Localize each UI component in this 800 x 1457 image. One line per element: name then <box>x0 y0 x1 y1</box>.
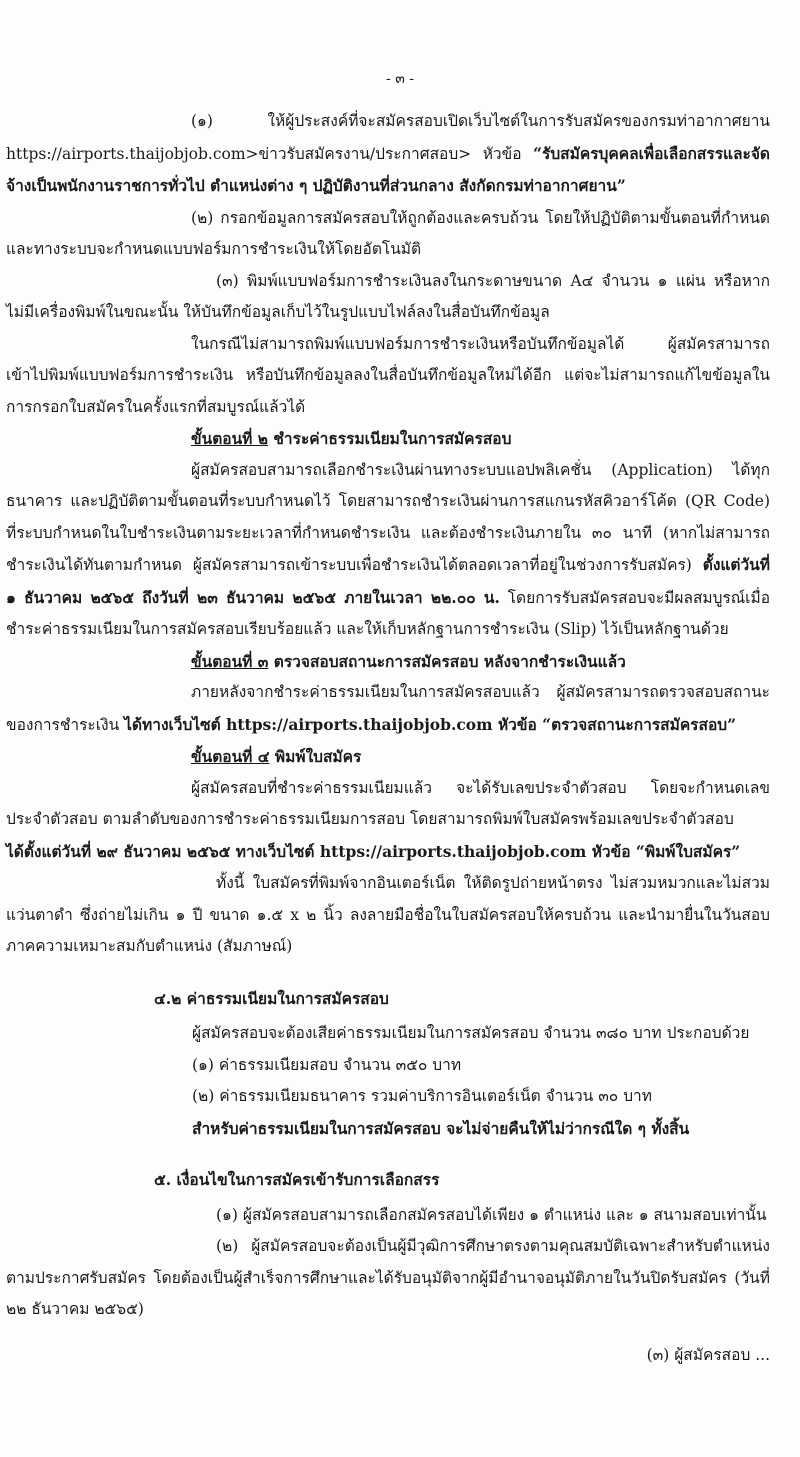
bold-text: ได้ตั้งแต่วันที่ ๒๙ ธันวาคม ๒๕๖๕ ทางเว็บไซต์ https://airports.thaijobjob.com หัวข้อ “พิมพ์ใบสมัคร” <box>6 841 741 861</box>
step-label: ขั้นตอนที่ ๔ <box>191 747 270 766</box>
paragraph-step1-item2: (๒) กรอกข้อมูลการสมัครสอบให้ถูกต้องและครบถ้วน โดยให้ปฏิบัติตามขั้นตอนที่กำหนด และทางระบบจะกำหนดแบบฟอร์มการชำระเงินให้โดยอัตโนมัติ <box>6 208 770 258</box>
paragraph-step1-item1 <box>6 106 770 203</box>
step-label: ขั้นตอนที่ ๓ <box>191 651 269 671</box>
section5-item1: (๑) ผู้สมัครสอบสามารถเลือกสมัครสอบได้เพียง ๑ ตำแหน่ง และ ๑ สนามสอบเท่านั้น <box>216 1205 767 1224</box>
spacer <box>6 1144 770 1154</box>
bold-text: “รับสมัครบุคคลเพื่อเลือกสรรและจัดจ้างเป็นพนักงานราชการทั่วไป ตำแหน่งต่าง ๆ ปฏิบัติงานที่ส่วนกลาง สังกัดกรมท่าอากาศยาน” <box>6 143 770 195</box>
fee-item-bank: (๒) ค่าธรรมเนียมธนาคาร รวมค่าบริการอินเตอร์เน็ต จำนวน ๓๐ บาท <box>192 1087 652 1105</box>
step4-heading <box>6 741 770 773</box>
bold-text: ตั้งแต่วันที่ ๑ ธันวาคม ๒๕๖๕ ถึงวันที่ ๒๓ ธันวาคม ๒๕๖๕ ภายในเวลา ๒๒.๐๐ น. <box>6 555 770 607</box>
step-label: ขั้นตอนที่ ๒ <box>191 429 268 448</box>
text: ภายหลังจากชำระค่าธรรมเนียมในการสมัครสอบแล้ว ผู้สมัครสามารถตรวจสอบสถานะของการชำระเงิน <box>6 683 770 734</box>
step-title: พิมพ์ใบสมัคร <box>269 747 362 766</box>
text: (๑) ให้ผู้ประสงค์ที่จะสมัครสอบเปิดเว็บไซต์ในการรับสมัครของกรมท่าอากาศยาน https://airports.thaijobjob.com>ข่าวรับสมัครงาน/ประกาศสอบ> หัวข้อ <box>6 112 770 163</box>
fee-item-exam: (๑) ค่าธรรมเนียมสอบ จำนวน ๓๕๐ บาท <box>192 1055 462 1074</box>
paragraph-step1-item3: (๓) พิมพ์แบบฟอร์มการชำระเงินลงในกระดาษขนาด A๔ จำนวน ๑ แผ่น หรือหากไม่มีเครื่องพิมพ์ในขณะนั้น ให้บันทึกข้อมูลเก็บไว้ในรูปแบบไฟล์ลงในสื่อบันทึกข้อมูล <box>6 271 770 321</box>
text: โดยการรับสมัครสอบจะมีผลสมบูรณ์เมื่อชำระค่าธรรมเนียมในการสมัครสอบเรียบร้อยแล้ว และให้เก็บหลักฐานการชำระเงิน (Slip) ไว้เป็นหลักฐานด้วย <box>6 588 770 638</box>
step3-paragraph <box>6 677 770 741</box>
step-title: ตรวจสอบสถานะการสมัครสอบ หลังจากชำระเงินแล้ว <box>268 651 626 671</box>
step3-heading <box>6 646 770 678</box>
step-title: ชำระค่าธรรมเนียมในการสมัครสอบ <box>268 429 512 448</box>
step2-heading <box>6 423 770 455</box>
fee-no-refund: สำหรับค่าธรรมเนียมในการสมัครสอบ จะไม่จ่ายคืนให้ไม่ว่ากรณีใด ๆ ทั้งสิ้น <box>192 1118 690 1138</box>
step4-paragraph <box>6 773 770 869</box>
fee-heading: ๔.๒ ค่าธรรมเนียมในการสมัครสอบ <box>154 988 389 1008</box>
fee-total: ผู้สมัครสอบจะต้องเสียค่าธรรมเนียมในการสมัครสอบ จำนวน ๓๘๐ บาท ประกอบด้วย <box>192 1024 750 1042</box>
text: ผู้สมัครสอบสามารถเลือกชำระเงินผ่านทางระบบแอปพลิเคชั่น (Application) ได้ทุกธนาคาร และปฏิบัติตามขั้นตอนที่ระบบกำหนดไว้ โดยสามารถชำระเงินผ่านการสแกนรหัสคิวอาร์โค้ด (QR Code) ที่ระบบกำหนดในใบชำระเงินตามระยะเวลาที่กำหนดชำระเงิน และต้องชำระเงินภายใน ๓๐ นาที (หากไม่สามารถชำระเงินได้ทันตามกำหนด ผู้สมัครสามารถเข้าระบบเพื่อชำระเงินได้ตลอดเวลาที่อยู่ในช่วงการรับสมัคร) <box>6 460 770 574</box>
section5-item2: (๒) ผู้สมัครสอบจะต้องเป็นผู้มีวุฒิการศึกษาตรงตามคุณสมบัติเฉพาะสำหรับตำแหน่งตามประกาศรับสมัคร โดยต้องเป็นผู้สำเร็จการศึกษาและได้รับอนุมัติจากผู้มีอำนาจอนุมัติภายในวันปิดรับสมัคร (วันที่ ๒๒ ธันวาคม ๒๕๖๕) <box>6 1237 770 1318</box>
page-number: - ๓ - <box>386 71 414 87</box>
spacer <box>6 963 770 973</box>
bold-text: ได้ทางเว็บไซต์ https://airports.thaijobjob.com หัวข้อ “ตรวจสถานะการสมัครสอบ” <box>124 714 737 734</box>
paragraph-print-note: ในกรณีไม่สามารถพิมพ์แบบฟอร์มการชำระเงินหรือบันทึกข้อมูลได้ ผู้สมัครสามารถเข้าไปพิมพ์แบบฟอร์มการชำระเงิน หรือบันทึกข้อมูลลงในสื่อบันทึกข้อมูลใหม่ได้อีก แต่จะไม่สามารถแก้ไขข้อมูลในการกรอกใบสมัครในครั้งแรกที่สมบูรณ์แล้วได้ <box>6 334 770 416</box>
text: ผู้สมัครสอบที่ชำระค่าธรรมเนียมแล้ว จะได้รับเลขประจำตัวสอบ โดยจะกำหนดเลขประจำตัวสอบ ตามลำดับของการชำระค่าธรรมเนียมการสอบ โดยสามารถพิมพ์ใบสมัครพร้อมเลขประจำตัวสอบ <box>6 778 770 828</box>
step2-paragraph <box>6 455 770 646</box>
step4-note: ทั้งนี้ ใบสมัครที่พิมพ์จากอินเตอร์เน็ต ให้ติดรูปถ่ายหน้าตรง ไม่สวมหมวกและไม่สวมแว่นตาดำ ซึ่งถ่ายไม่เกิน ๑ ปี ขนาด ๑.๕ x ๒ นิ้ว ลงลายมือชื่อในใบสมัครสอบให้ครบถ้วน และนำมายื่นในวันสอบภาคความเหมาะสมกับตำแหน่ง (สัมภาษณ์) <box>6 874 770 955</box>
section5-heading: ๕. เงื่อนไขในการสมัครเข้ารับการเลือกสรร <box>154 1170 440 1189</box>
document-body <box>6 106 770 1371</box>
continuation-note: (๓) ผู้สมัครสอบ ... <box>646 1345 770 1364</box>
